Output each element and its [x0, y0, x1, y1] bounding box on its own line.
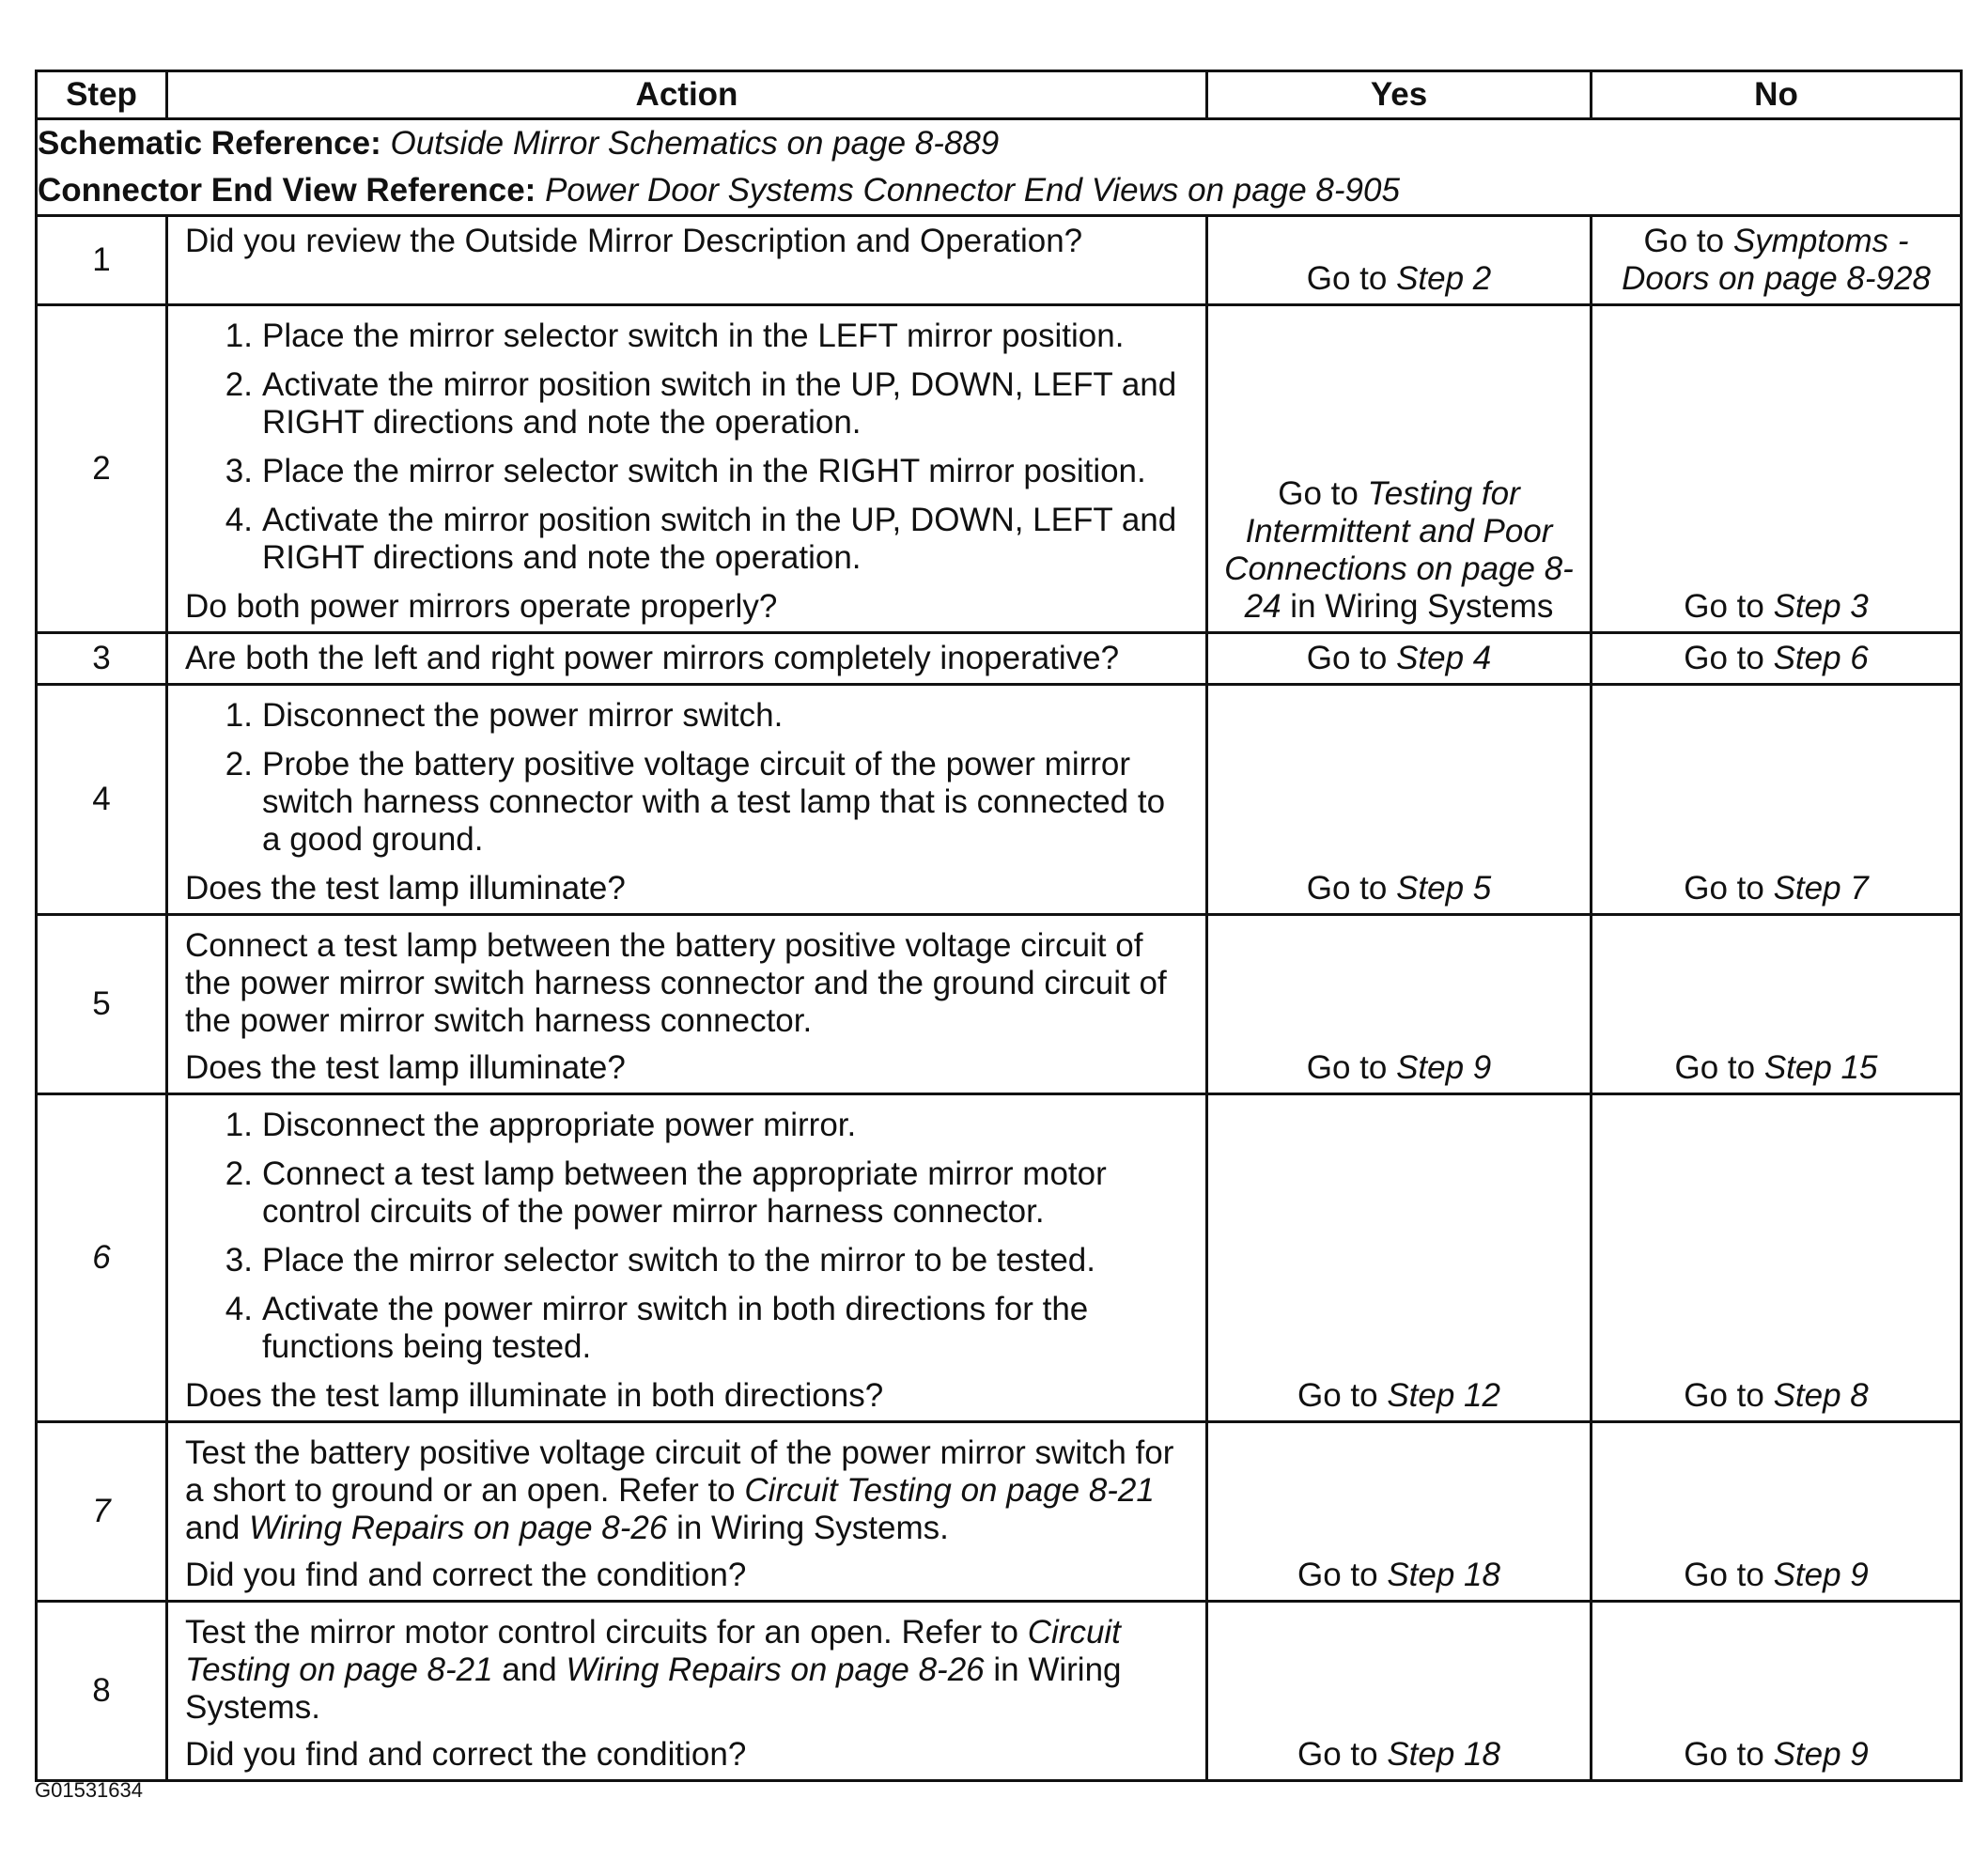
yes-result-link[interactable]: Step 5: [1396, 870, 1492, 907]
action-cell: [167, 1422, 1207, 1602]
list-item-number: 4.: [225, 1291, 253, 1327]
connector-reference-label: Connector End View Reference:: [38, 172, 536, 209]
yes-result-cell: [1207, 915, 1592, 1094]
schematic-reference-label: Schematic Reference:: [38, 125, 381, 162]
schematic-reference-link[interactable]: Outside Mirror Schematics on page 8-889: [390, 125, 1000, 162]
action-steps-list: [185, 318, 1188, 577]
yes-result-prefix: Go to: [1306, 1049, 1397, 1086]
list-item-number: 1.: [225, 318, 253, 354]
action-text-segment: Test the battery positive voltage circuit of the power mirror switch for a short to ground or an open. Refer to: [185, 1434, 1174, 1509]
yes-result-prefix: Go to: [1278, 475, 1368, 512]
list-item-number: 4.: [225, 502, 253, 538]
list-item-number: 2.: [225, 1155, 253, 1192]
table-row: [37, 216, 1962, 305]
action-cell: [167, 633, 1207, 685]
no-result-prefix: Go to: [1674, 1049, 1764, 1086]
list-item: [185, 746, 1188, 859]
action-text: Are both the left and right power mirrors completely inoperative?: [185, 640, 1120, 676]
action-cell: [167, 915, 1207, 1094]
connector-reference-link[interactable]: Power Door Systems Connector End Views on page 8-905: [545, 172, 1400, 209]
list-item: [185, 1155, 1188, 1231]
connector-reference: [38, 167, 1960, 214]
no-result-link[interactable]: Step 7: [1773, 870, 1869, 907]
table-row: [37, 1422, 1962, 1602]
step-number: 2: [37, 305, 167, 633]
header-no: No: [1592, 71, 1962, 119]
action-question: Did you find and correct the condition?: [185, 1557, 747, 1593]
list-item: [185, 453, 1188, 490]
list-item-text: Activate the mirror position switch in the UP, DOWN, LEFT and RIGHT directions and note the operation.: [262, 366, 1177, 441]
reference-row: [37, 119, 1962, 216]
list-item-text: Probe the battery positive voltage circuit of the power mirror switch harness connector with a test lamp that is connected to a good ground.: [262, 746, 1166, 858]
no-result-link[interactable]: Step 15: [1763, 1049, 1878, 1086]
action-steps-list: [185, 1107, 1188, 1366]
action-question: Do both power mirrors operate properly?: [185, 588, 778, 625]
no-result-link[interactable]: Symptoms - Doors on page 8-928: [1622, 223, 1931, 297]
action-question: Does the test lamp illuminate in both directions?: [185, 1377, 884, 1414]
action-text-segment: and: [185, 1510, 250, 1546]
yes-result-link[interactable]: Step 2: [1396, 260, 1492, 297]
list-item: [185, 366, 1188, 442]
step-number: 7: [37, 1422, 167, 1602]
step-number: 4: [37, 685, 167, 915]
reference-link[interactable]: Wiring Repairs on page 8-26: [249, 1510, 668, 1546]
list-item-number: 1.: [225, 697, 253, 734]
yes-result-link[interactable]: Step 9: [1396, 1049, 1492, 1086]
header-row: [37, 71, 1962, 119]
list-item-number: 3.: [225, 453, 253, 489]
list-item-text: Place the mirror selector switch to the mirror to be tested.: [262, 1242, 1095, 1279]
diagnostic-table: [35, 70, 1963, 1782]
table-row: [37, 305, 1962, 633]
yes-result-prefix: Go to: [1306, 260, 1397, 297]
table-row: [37, 1094, 1962, 1422]
table-row: [37, 685, 1962, 915]
list-item: [185, 502, 1188, 577]
yes-result-cell: [1207, 1094, 1592, 1422]
yes-result-cell: [1207, 1602, 1592, 1781]
action-cell: [167, 1094, 1207, 1422]
table-row: [37, 915, 1962, 1094]
table-row: [37, 1602, 1962, 1781]
action-cell: [167, 685, 1207, 915]
figure-id: G01531634: [35, 1778, 143, 1802]
list-item: [185, 318, 1188, 355]
action-paragraph: [185, 1614, 1188, 1727]
no-result-cell: [1592, 633, 1962, 685]
list-item-number: 2.: [225, 366, 253, 403]
step-number: 3: [37, 633, 167, 685]
action-paragraph: [185, 1434, 1188, 1547]
header-yes: Yes: [1207, 71, 1592, 119]
no-result-cell: [1592, 305, 1962, 633]
action-question: Does the test lamp illuminate?: [185, 870, 626, 907]
yes-result-cell: [1207, 216, 1592, 305]
no-result-prefix: Go to: [1684, 870, 1774, 907]
action-text-segment: in Wiring Systems.: [185, 1651, 1122, 1726]
no-result-cell: [1592, 1422, 1962, 1602]
schematic-reference: [38, 120, 1960, 167]
list-item-text: Activate the mirror position switch in the UP, DOWN, LEFT and RIGHT directions and note the operation.: [262, 502, 1177, 576]
list-item-text: Activate the power mirror switch in both directions for the functions being tested.: [262, 1291, 1089, 1365]
yes-result-prefix: Go to: [1297, 1377, 1388, 1414]
list-item-number: 1.: [225, 1107, 253, 1143]
reference-link[interactable]: Circuit Testing on page 8-21: [744, 1472, 1155, 1509]
header-action: Action: [167, 71, 1207, 119]
list-item-text: Place the mirror selector switch in the RIGHT mirror position.: [262, 453, 1146, 489]
list-item: [185, 1242, 1188, 1279]
action-question: Did you find and correct the condition?: [185, 1736, 747, 1773]
yes-result-cell: [1207, 1422, 1592, 1602]
list-item: [185, 1107, 1188, 1144]
action-cell: [167, 216, 1207, 305]
no-result-prefix: Go to: [1684, 588, 1774, 625]
list-item-text: Disconnect the power mirror switch.: [262, 697, 784, 734]
action-cell: [167, 1602, 1207, 1781]
list-item-number: 2.: [225, 746, 253, 783]
yes-result-cell: [1207, 305, 1592, 633]
yes-result-prefix: Go to: [1306, 640, 1397, 676]
no-result-link[interactable]: Step 9: [1773, 1557, 1869, 1593]
step-number: 5: [37, 915, 167, 1094]
yes-result-prefix: Go to: [1297, 1736, 1388, 1773]
step-number: 8: [37, 1602, 167, 1781]
no-result-link[interactable]: Step 9: [1773, 1736, 1869, 1773]
action-cell: [167, 305, 1207, 633]
yes-result-link[interactable]: Testing for Intermittent and Poor Connections on page 8-24: [1224, 475, 1574, 625]
header-step: Step: [37, 71, 167, 119]
action-text-segment: and: [492, 1651, 567, 1688]
no-result-link[interactable]: Step 8: [1773, 1377, 1869, 1414]
list-item-number: 3.: [225, 1242, 253, 1279]
reference-link[interactable]: Wiring Repairs on page 8-26: [566, 1651, 985, 1688]
list-item: [185, 1291, 1188, 1366]
no-result-prefix: Go to: [1684, 1377, 1774, 1414]
no-result-cell: [1592, 1094, 1962, 1422]
step-rows: [37, 216, 1962, 1781]
no-result-cell: [1592, 216, 1962, 305]
no-result-prefix: Go to: [1643, 223, 1733, 259]
yes-result-link[interactable]: Step 18: [1387, 1557, 1500, 1593]
list-item-text: Disconnect the appropriate power mirror.: [262, 1107, 857, 1143]
step-number: 1: [37, 216, 167, 305]
action-paragraph: Connect a test lamp between the battery positive voltage circuit of the power mirror switch harness connector and the ground circuit of the power mirror switch harness connector.: [185, 927, 1167, 1039]
yes-result-link[interactable]: Step 4: [1396, 640, 1492, 676]
reference-cell: [37, 119, 1962, 216]
no-result-link[interactable]: Step 6: [1773, 640, 1869, 676]
yes-result-link[interactable]: Step 12: [1387, 1377, 1500, 1414]
no-result-prefix: Go to: [1684, 1736, 1774, 1773]
no-result-cell: [1592, 915, 1962, 1094]
list-item-text: Connect a test lamp between the appropriate mirror motor control circuits of the power mirror harness connector.: [262, 1155, 1107, 1230]
table-row: [37, 633, 1962, 685]
yes-result-suffix: in Wiring Systems: [1281, 588, 1554, 625]
action-text-segment: in Wiring Systems.: [667, 1510, 949, 1546]
action-question: Does the test lamp illuminate?: [185, 1049, 626, 1086]
yes-result-cell: [1207, 633, 1592, 685]
no-result-link[interactable]: Step 3: [1773, 588, 1869, 625]
step-number: 6: [37, 1094, 167, 1422]
action-text-segment: Test the mirror motor control circuits for an open. Refer to: [185, 1614, 1028, 1651]
no-result-cell: [1592, 685, 1962, 915]
list-item-text: Place the mirror selector switch in the LEFT mirror position.: [262, 318, 1125, 354]
reference-link[interactable]: Circuit Testing on page 8-21: [185, 1614, 1121, 1688]
yes-result-prefix: Go to: [1297, 1557, 1388, 1593]
no-result-prefix: Go to: [1684, 1557, 1774, 1593]
yes-result-prefix: Go to: [1306, 870, 1397, 907]
action-text: Did you review the Outside Mirror Description and Operation?: [185, 223, 1083, 259]
list-item: [185, 697, 1188, 735]
no-result-cell: [1592, 1602, 1962, 1781]
yes-result-link[interactable]: Step 18: [1387, 1736, 1500, 1773]
action-steps-list: [185, 697, 1188, 859]
no-result-prefix: Go to: [1684, 640, 1774, 676]
yes-result-cell: [1207, 685, 1592, 915]
